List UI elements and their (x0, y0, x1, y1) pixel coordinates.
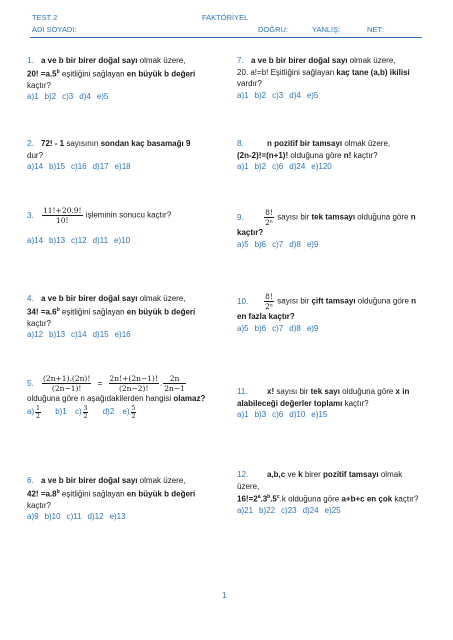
question-number: 10. (237, 296, 249, 306)
answer-options: a)14 b)15 c)16 d)17 e)18 (27, 162, 131, 171)
fraction: $\frac{(2n+1).(2n)!}{(2n-1)!}$ (43, 374, 91, 393)
wrong-label: YANLIŞ: (312, 25, 341, 34)
question-number: 1. (27, 56, 34, 65)
question-number: 7. (237, 56, 244, 65)
answer-options: a)1 b)2 c)3 d)4 e)5 (237, 90, 319, 100)
question-6: 6. a ve b bir birer doğal sayı olmak üzere, 42! =a.8$^b$ eşitliğini sağlayan en büyük b değeri kaçtır? a)9 b)10 c)11 d)12 e)13 (27, 476, 196, 522)
answer-options: a)1 b)3 c)6 d)10 e)15 (237, 410, 328, 419)
answer-options: a)5 b)6 c)7 d)8 e)9 (237, 323, 319, 333)
answer-options: a)14 b)13 c)12 d)11 e)10 (27, 236, 131, 245)
question-number: 11. (237, 387, 248, 396)
question-number: 6. (27, 476, 34, 485)
fraction: $\frac{2n}{2n-1}$ (164, 374, 185, 393)
question-number: 12. (237, 470, 249, 479)
question-1: 1. a ve b bir birer doğal sayı olmak üzere, 20! =a.5$^b$ eşitliğini sağlayan en büyük b değeri kaçtır? a)1 b)2 c)3 d)4 e)5 (27, 56, 196, 102)
answer-options: a)1 b)2 c)6 d)24 e)120 (237, 162, 332, 171)
answer-options: a)21 b)22 c)23 d)24 e)25 (237, 506, 341, 516)
question-number: 4. (27, 294, 34, 303)
test-label: TEST 2 (32, 13, 58, 22)
header-divider (30, 37, 422, 38)
question-11: 11. x! sayısı bir tek sayı olduğuna göre x in alabileceği değerler toplamı kaçtır? a)1 b)3 c)6 d)10 e)15 (237, 387, 410, 419)
question-7: 7. a ve b bir birer doğal sayı olmak üzere, 20. a!=b! Eşitliğini sağlayan kaç tane (a,b) ikilisi vardır? a)1 b)2 c)3 d)4 e)5 (237, 56, 410, 100)
question-9: 9. $\frac{8!}{\text{2ⁿ}}$ sayısı bir tek tamsayı olduğuna göre n kaçtır? a)5 b)6 c)7 d)8 e)9 (237, 208, 416, 249)
name-label: ADI SOYADI: (32, 25, 77, 34)
topic-title: FAKTÖRİYEL (202, 13, 249, 22)
answer-options: a)1 b)2 c)3 d)4 e)5 (27, 92, 109, 102)
answer-options: a)9 b)10 c)11 d)12 e)13 (27, 512, 126, 522)
answer-options: a)5 b)6 c)7 d)8 e)9 (237, 239, 319, 249)
question-2: 2. 72! - 1 sayısının sondan kaç basamağı 9 dur? a)14 b)15 c)16 d)17 e)18 (27, 139, 191, 171)
question-4: 4. a ve b bir birer doğal sayı olmak üzere, 34! =a.6$^b$ eşitliğini sağlayan en büyük b değeri kaçtır? a)12 b)13 c)14 d)15 e)16 (27, 294, 196, 340)
question-12: 12. a,b,c ve k birer pozitif tamsayı olmak üzere, $16!=2^a.3^b.5^c.k$ olduğuna göre a+b+c en çok kaçtır? a)21 b)22 c)23 d)24 e)25 (237, 470, 419, 516)
question-number: 3. (27, 210, 34, 220)
question-3: 3. $\frac{11!+20.9!}{10!}$ işleminin sonucu kaçtır? a)14 b)13 c)12 d)11 e)10 (27, 206, 172, 245)
question-number: 5. (27, 378, 34, 388)
page-number: 1 (222, 591, 227, 600)
fraction: $\frac{11!+20.9!}{10!}$ (43, 206, 82, 225)
question-number: 9. (237, 212, 244, 222)
fraction: $\frac{8!}{\text{2ⁿ}}$ (265, 208, 274, 227)
correct-label: DOĞRU: (258, 25, 288, 34)
question-number: 8. (237, 139, 244, 148)
question-5: 5. $\frac{(2n+1).(2n)!}{(2n-1)!}$ = $\frac{2n!+(2n-1)!}{(2n-2)!}$ . $\frac{2n}{2n-1}$ olduğuna göre n aşağıdakilerden hangisi olamaz? a) $\frac{1}{2}$ b)1 c) $\frac{3}{2}$ d)2 e) $\frac{5}{2}$ (27, 374, 206, 420)
question-10: 10. $\frac{8!}{\text{2ⁿ}}$ sayısı bir çift tamsayı olduğuna göre n en fazla kaçtır? a)5 b)6 c)7 d)8 e)9 (237, 292, 417, 333)
answer-options: a) $\frac{1}{2}$ b)1 c) $\frac{3}{2}$ d)2 e) $\frac{5}{2}$ (27, 404, 136, 420)
answer-options: a)12 b)13 c)14 d)15 e)16 (27, 330, 131, 340)
fraction: $\frac{8!}{\text{2ⁿ}}$ (265, 292, 274, 311)
fraction: $\frac{2n!+(2n-1)!}{(2n-2)!}$ (109, 374, 158, 393)
question-8: 8. n pozitif bir tamsayı olmak üzere, (2n-2)!=(n+1)! olduğuna göre n! kaçtır? a)1 b)2 c)6 d)24 e)120 (237, 139, 391, 171)
question-number: 2. (27, 139, 34, 148)
net-label: NET: (367, 25, 384, 34)
